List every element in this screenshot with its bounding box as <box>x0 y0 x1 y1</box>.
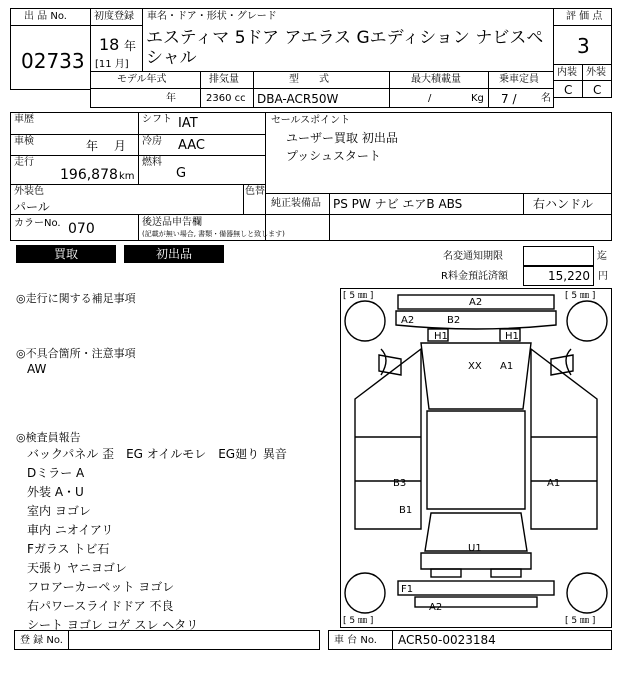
inspector-line: シート ヨゴレ コゲ スレ ヘタリ <box>27 618 199 632</box>
max-load-value: / <box>428 93 432 104</box>
interior-grade-label: 内装 <box>557 67 577 78</box>
color-number-value: 070 <box>68 221 95 237</box>
rear-lamp-left <box>431 569 461 577</box>
inspector-report-list <box>27 445 347 635</box>
inspector-line: 室内 ヨゴレ <box>27 504 91 518</box>
front-left-tire <box>345 301 385 341</box>
model-code-value: DBA-ACR50W <box>257 92 339 106</box>
inspection-label: 車検 <box>14 136 34 147</box>
driving-remarks-title: ◎走行に関する補足事項 <box>16 292 136 305</box>
color-change-label: 色替 <box>245 186 265 197</box>
damage-mark: A1 <box>547 478 561 489</box>
lot-label: 出 品 No. <box>24 11 67 22</box>
mileage-value: 196,878 <box>60 167 118 183</box>
rear-lamp-right <box>491 569 521 577</box>
year-unit: 年 <box>124 39 137 53</box>
model-year-label: モデル年式 <box>117 74 167 85</box>
inspector-line: フロアーカーペット ヨゴレ <box>27 580 175 594</box>
handle-value: 右ハンドル <box>533 197 594 211</box>
deadline-cell <box>523 246 594 266</box>
first-registration-year: 18 <box>99 35 120 54</box>
rear-right-tire <box>567 573 607 613</box>
ac-value: AAC <box>178 138 205 153</box>
inspector-line: 車内 ニオイアリ <box>27 523 114 537</box>
right-side-body <box>531 349 597 529</box>
capacity-unit: 名 <box>541 93 551 104</box>
capacity-label: 乗車定員 <box>499 74 539 85</box>
score-label: 評 価 点 <box>566 11 603 22</box>
model-year-unit: 年 <box>166 93 176 104</box>
tire-depth-rear-left: [ 5 ㎜ ] <box>343 616 374 626</box>
damage-mark: H1 <box>505 331 519 342</box>
rear-bumper <box>398 581 554 595</box>
tire-depth-front-left: [ 5 ㎜ ] <box>343 291 374 301</box>
damage-mark: B2 <box>447 315 461 326</box>
exterior-grade: C <box>593 83 602 97</box>
rear-hatch <box>421 553 531 569</box>
deadline-unit: 迄 <box>597 251 607 262</box>
rear-left-tire <box>345 573 385 613</box>
color-number-label: カラーNo. <box>14 218 61 229</box>
damage-mark: A2 <box>401 315 415 326</box>
car-name-label: 車名・ドア・形状・グレード <box>147 11 277 22</box>
max-load-label: 最大積載量 <box>411 74 461 85</box>
inspector-line: 右パワースライドドア 不良 <box>27 599 174 613</box>
displacement-label: 排気量 <box>209 74 239 85</box>
left-side-body <box>355 349 421 529</box>
first-listing-bar: 初出品 <box>124 245 224 263</box>
inspection-value: 年 月 <box>86 139 126 153</box>
exterior-color-label: 外装色 <box>14 186 44 197</box>
fuel-label: 燃料 <box>142 157 162 168</box>
tire-depth-rear-right: [ 5 ㎜ ] <box>565 616 596 626</box>
mileage-label: 走行 <box>14 157 34 168</box>
documents-note: (記載が無い場合, 書類・備器無しと致します) <box>142 230 285 238</box>
windshield <box>421 343 531 409</box>
equipment-label: 純正装備品 <box>271 198 321 209</box>
chassis-number: ACR50-0023184 <box>398 633 496 647</box>
damage-mark: B3 <box>393 478 407 489</box>
inspector-line: 外装 A・U <box>27 485 84 499</box>
inspector-report-title: ◎検査員報告 <box>16 431 81 444</box>
first-registration-label: 初度登録 <box>94 11 134 22</box>
car-diagram <box>341 289 611 627</box>
deadline-label: 名変通知期限 <box>443 251 503 262</box>
damage-mark: F1 <box>401 584 414 595</box>
inspector-line: Fガラス トビ石 <box>27 542 110 556</box>
sales-point-label: セールスポイント <box>271 115 351 126</box>
hood <box>396 311 556 329</box>
documents-label: 後送品申告欄 <box>142 217 202 228</box>
recycle-label: R料金預託済額 <box>441 271 508 282</box>
defects-title: ◎不具合箇所・注意事項 <box>16 347 136 360</box>
defects-value: AW <box>27 362 47 376</box>
inspector-line: 天張り ヤニヨゴレ <box>27 561 127 575</box>
history-label: 車歴 <box>14 114 34 125</box>
sales-point-line-1: ユーザー買取 初出品 <box>286 131 398 145</box>
capacity-value: 7 / <box>501 92 517 106</box>
damage-mark: H1 <box>434 331 448 342</box>
model-year-cell <box>90 88 201 108</box>
recycle-unit: 円 <box>598 271 608 282</box>
model-code-label: 型 式 <box>289 74 329 85</box>
ac-label: 冷房 <box>142 136 162 147</box>
shift-label: シフト <box>142 114 172 125</box>
recycle-value: 15,220 <box>548 269 590 283</box>
tire-depth-front-right: [ 5 ㎜ ] <box>565 291 596 301</box>
fuel-value: G <box>176 166 187 181</box>
damage-mark: B1 <box>399 505 413 516</box>
equipment-value: PS PW ナビ エアB ABS <box>333 197 463 211</box>
overall-score: 3 <box>577 34 590 58</box>
roof <box>427 411 525 509</box>
registration-label: 登 録 No. <box>20 635 63 646</box>
registration-cell <box>68 630 320 650</box>
damage-mark: A2 <box>469 297 483 308</box>
damage-mark: A1 <box>500 361 514 372</box>
purchase-bar: 買取 <box>16 245 116 263</box>
car-name: エスティマ 5ドア アエラス Gエディション ナビスペシャル <box>146 28 544 68</box>
mileage-unit: km <box>119 171 135 182</box>
inspector-line: Dミラー A <box>27 466 85 480</box>
displacement-value: 2360 cc <box>206 93 246 104</box>
exterior-color-value: パール <box>14 200 50 214</box>
damage-mark: A2 <box>429 602 443 613</box>
front-right-tire <box>567 301 607 341</box>
chassis-label: 車 台 No. <box>334 635 377 646</box>
shift-value: IAT <box>178 116 198 131</box>
damage-mark: XX <box>468 361 482 372</box>
sales-point-line-2: プッシュスタート <box>286 149 381 163</box>
interior-grade: C <box>564 83 573 97</box>
inspector-line: バックパネル 歪 EG オイルモレ EG廻り 異音 <box>27 447 287 461</box>
lot-number: 02733 <box>21 49 85 73</box>
max-load-unit: Kg <box>471 93 484 104</box>
exterior-grade-label: 外装 <box>586 67 606 78</box>
first-registration-month: [11 月] <box>95 59 129 70</box>
damage-mark: U1 <box>468 543 482 554</box>
car-diagram-box <box>340 288 612 628</box>
